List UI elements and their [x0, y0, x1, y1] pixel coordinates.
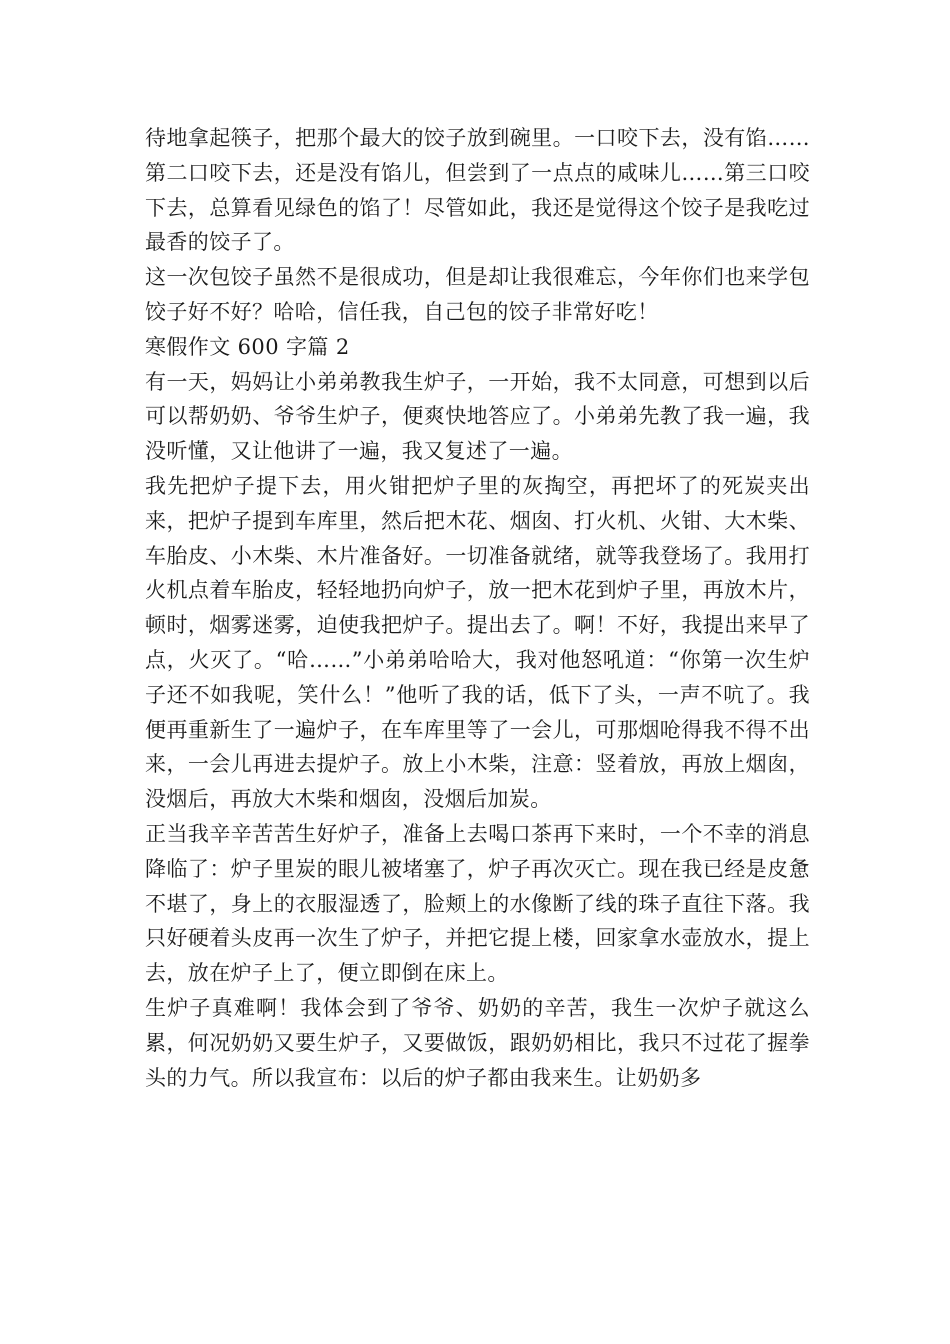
section-heading: 寒假作文 600 字篇 2 — [145, 334, 350, 359]
paragraph-stove-failure: 正当我辛辛苦苦生好炉子，准备上去喝口茶再下来时，一个不幸的消息降临了：炉子里炭的眼儿被堵塞了，炉子再次灭亡。现在我已经是皮惫不堪了，身上的衣服湿透了，脸颊上的水像断了线的珠子直往下落。我只好硬着头皮再一次生了炉子，并把它提上楼，回家拿水壶放水，提上去，放在炉子上了，便立即倒在床上。 — [145, 821, 810, 986]
document-body — [145, 121, 810, 1095]
paragraph-stove-process: 我先把炉子提下去，用火钳把炉子里的灰掏空，再把坏了的死炭夹出来，把炉子提到车库里，然后把木花、烟囱、打火机、火钳、大木柴、车胎皮、小木柴、木片准备好。一切准备就绪，就等我登场了。我用打火机点着车胎皮，轻轻地扔向炉子，放一把木花到炉子里，再放木片，顿时，烟雾迷雾，迫使我把炉子。提出去了。啊！不好，我提出来早了点，火灭了。“哈……”小弟弟哈哈大，我对他怒吼道：“你第一次生炉子还不如我呢，笑什么！”他听了我的话，低下了头，一声不吭了。我便再重新生了一遍炉子，在车库里等了一会儿，可那烟呛得我不得不出来，一会儿再进去提炉子。放上小木柴，注意：竖着放，再放上烟囱，没烟后，再放大木柴和烟囱，没烟后加炭。 — [145, 473, 810, 812]
paragraph-stove-reflection: 生炉子真难啊！我体会到了爷爷、奶奶的辛苦，我生一次炉子就这么累，何况奶奶又要生炉子，又要做饭，跟奶奶相比，我只不过花了握拳头的力气。所以我宣布：以后的炉子都由我来生。让奶奶多 — [145, 995, 810, 1090]
paragraph-dumpling-taste: 待地拿起筷子，把那个最大的饺子放到碗里。一口咬下去，没有馅……第二口咬下去，还是没有馅儿，但尝到了一点点的咸味儿……第三口咬下去，总算看见绿色的馅了！尽管如此，我还是觉得这个饺子是我吃过最香的饺子了。 — [145, 126, 810, 255]
paragraph-dumpling-conclusion: 这一次包饺子虽然不是很成功，但是却让我很难忘，今年你们也来学包饺子好不好？哈哈，信任我，自己包的饺子非常好吃！ — [145, 265, 810, 324]
paragraph-stove-intro: 有一天，妈妈让小弟弟教我生炉子，一开始，我不太同意，可想到以后可以帮奶奶、爷爷生炉子，便爽快地答应了。小弟弟先教了我一遍，我没听懂，又让他讲了一遍，我又复述了一遍。 — [145, 369, 810, 464]
